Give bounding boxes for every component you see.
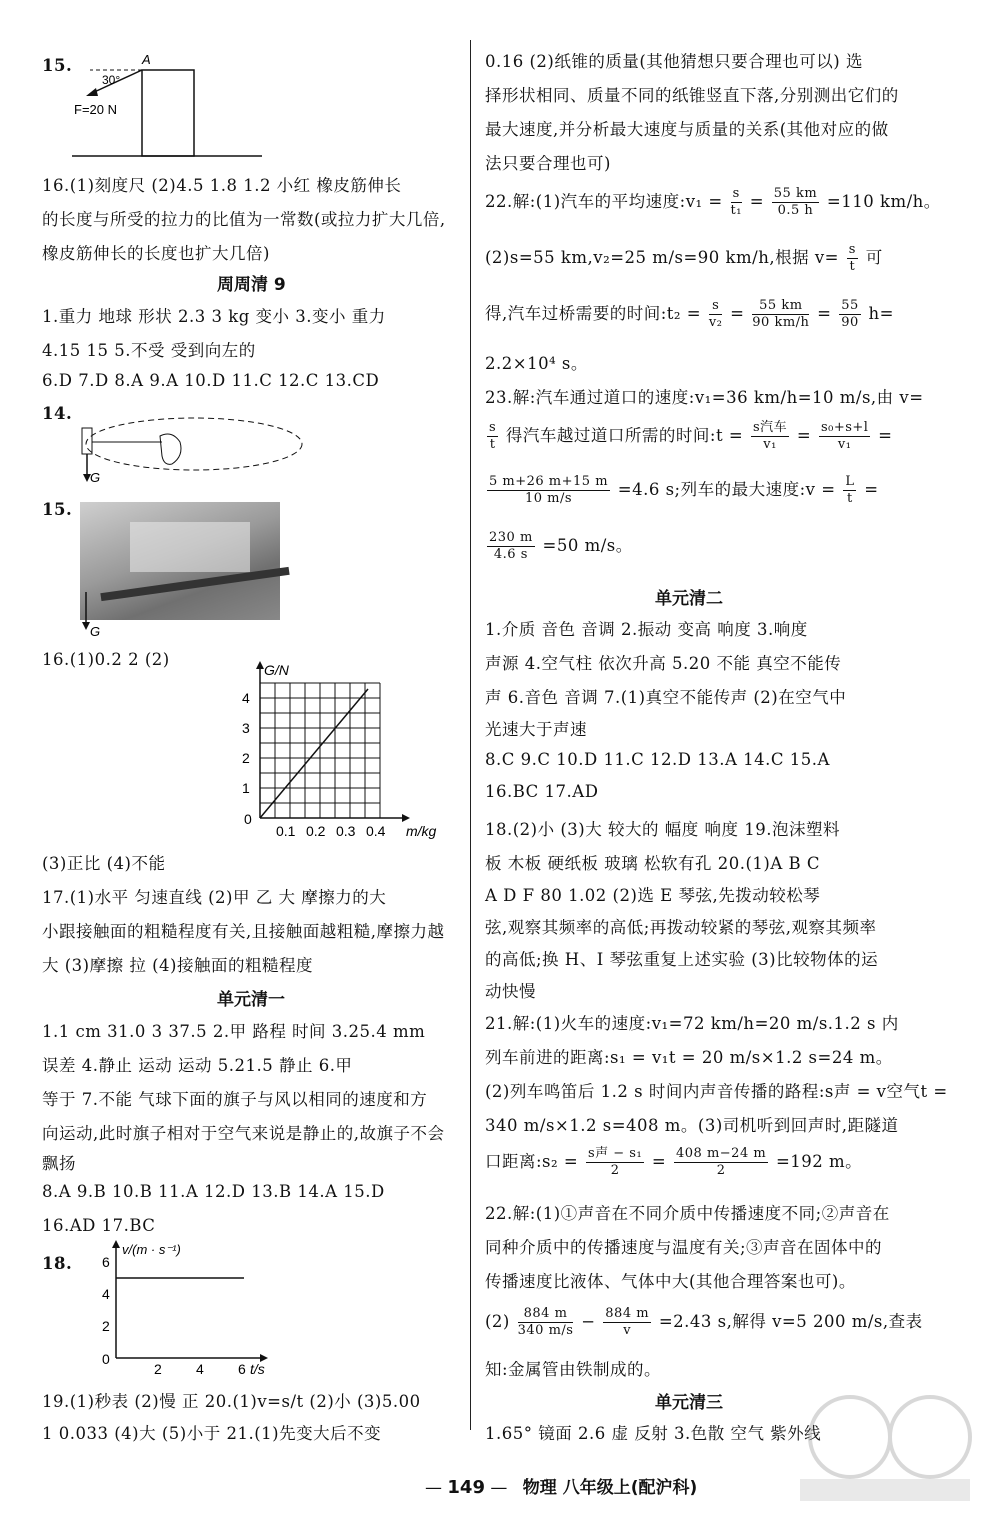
week9-title: 周周清 9 bbox=[217, 275, 286, 295]
q14-rotation-diagram bbox=[74, 412, 314, 488]
unit1-line-4: 向运动,此时旗子相对于空气来说是静止的,故旗子不会 bbox=[42, 1124, 445, 1143]
y-tick-label: 6 bbox=[102, 1254, 110, 1270]
unit2-line-8: 板 木板 硬纸板 玻璃 松软有孔 20.(1)A B C bbox=[485, 854, 820, 873]
x-tick-label: 2 bbox=[154, 1361, 162, 1377]
page-number: 149 bbox=[447, 1477, 485, 1498]
top-line-3: 最大速度,并分析最大速度与质量的关系(其他对应的做 bbox=[485, 120, 889, 139]
unit2-line-10: 弦,观察其频率的高低;再拨动较紧的琴弦,观察其频率 bbox=[485, 918, 877, 937]
q23-line-1: 23.解:汽车通过道口的速度:v₁=36 km/h=10 m/s,由 v= bbox=[485, 388, 924, 407]
q15b-g-label: G bbox=[90, 624, 101, 639]
q15b-number: 15. bbox=[42, 500, 73, 519]
unit2-line-11: 的高低;换 H、I 琴弦重复上述实验 (3)比较物体的运 bbox=[485, 950, 879, 969]
q23-line-2: $\frac{s}{t}$ 得汽车越过道口所需的时间:t = $\frac{\text{s汽车}}{\text{v₁}}$ = $\frac{\text{s₀+s+l}}{\text{v₁}}$ = bbox=[489, 420, 893, 452]
unit1-line-7: 16.AD 17.BC bbox=[42, 1216, 156, 1235]
q16-line-2: 的长度与所受的拉力的比值为一常数(或拉力扩大几倍, bbox=[42, 210, 446, 229]
origin-label: 0 bbox=[244, 811, 252, 827]
x-tick-label: 6 bbox=[238, 1361, 246, 1377]
q22b-line-5: 知:金属管由铁制成的。 bbox=[485, 1360, 662, 1379]
watermark-logo bbox=[790, 1387, 980, 1507]
top-line-4: 法只要合理也可) bbox=[485, 154, 611, 173]
x-tick-label: 0.3 bbox=[336, 823, 356, 839]
angle-label: 30° bbox=[102, 73, 121, 87]
q16-line-1: 16.(1)刻度尺 (2)4.5 1.8 1.2 小红 橡皮筋伸长 bbox=[42, 176, 402, 195]
q21-last-line: 口距离:s₂ = $\frac{\text{s声 − s₁}}{2}$ = $\frac{408 m-24 m}{2}$ =192 m。 bbox=[485, 1146, 863, 1178]
q23-line-4: $\frac{230 m}{4.6 s}$ =50 m/s。 bbox=[489, 530, 633, 562]
q22b-line-1: 22.解:(1)①声音在不同介质中传播速度不同;②声音在 bbox=[485, 1204, 890, 1223]
q22b-line-4: (2) $\frac{884 m}{340 m/s}$ − $\frac{884 m}{v}$ =2.43 s,解得 v=5 200 m/s,查表 bbox=[485, 1306, 923, 1338]
gravity-mass-graph bbox=[192, 648, 437, 839]
y-axis-arrow bbox=[112, 1240, 120, 1248]
column-divider bbox=[470, 40, 471, 1430]
y-axis-label: G/N bbox=[264, 662, 289, 678]
week9-line-2: 4.15 15 5.不受 受到向左的 bbox=[42, 341, 256, 360]
x-tick-label: 0.1 bbox=[276, 823, 296, 839]
y-tick-label: 1 bbox=[242, 780, 250, 796]
unit2-line-2: 声源 4.空气柱 依次升高 5.20 不能 真空不能传 bbox=[485, 654, 842, 673]
page-footer: — 149 — 物理 八年级上(配沪科) bbox=[425, 1477, 698, 1498]
unit2-line-1: 1.介质 音色 音调 2.振动 变高 响度 3.响度 bbox=[485, 620, 808, 639]
unit1-line-2: 误差 4.静止 运动 运动 5.21.5 静止 6.甲 bbox=[42, 1056, 353, 1075]
q22-line-2: (2)s=55 km,v₂=25 m/s=90 km/h,根据 v= $\frac{s}{t}$ 可 bbox=[485, 242, 883, 274]
q16b-after: (3)正比 (4)不能 bbox=[42, 854, 166, 873]
q14-g-label: G bbox=[90, 470, 101, 485]
x-tick-label: 0.2 bbox=[306, 823, 326, 839]
unit2-line-4: 光速大于声速 bbox=[485, 720, 587, 739]
unit2-line-5: 8.C 9.C 10.D 11.C 12.D 13.A 14.C 15.A bbox=[485, 750, 830, 769]
q15-number: 15. bbox=[42, 56, 73, 75]
x-tick-label: 0.4 bbox=[366, 823, 386, 839]
unit1-line-6: 8.A 9.B 10.B 11.A 12.D 13.B 14.A 15.D bbox=[42, 1182, 385, 1201]
q18-number: 18. bbox=[42, 1254, 73, 1273]
x-axis-arrow bbox=[402, 814, 410, 822]
unit2-line-12: 动快慢 bbox=[485, 982, 536, 1001]
x-axis-label: m/kg bbox=[406, 823, 437, 839]
unit1-line-1: 1.1 cm 31.0 3 37.5 2.甲 路程 时间 3.25.4 mm bbox=[42, 1022, 426, 1041]
unit2-line-7: 18.(2)小 (3)大 较大的 幅度 响度 19.泡沫塑料 bbox=[485, 820, 840, 839]
q14-number: 14. bbox=[42, 404, 73, 423]
y-axis-label: v/(m · s⁻¹) bbox=[122, 1242, 181, 1257]
y-tick-label: 3 bbox=[242, 720, 250, 736]
y-tick-label: 2 bbox=[242, 750, 250, 766]
q22-line-3: 得,汽车过桥需要的时间:t₂ = $\frac{s}{\text{v₂}}$ = $\frac{55 km}{90 km/h}$ = $\frac{55}{90}$ h= bbox=[485, 298, 894, 330]
unit2-line-9: A D F 80 1.02 (2)选 E 琴弦,先拨动较松琴 bbox=[485, 886, 821, 905]
week9-line-1: 1.重力 地球 形状 2.3 3 kg 变小 3.变小 重力 bbox=[42, 307, 386, 326]
unit2-line-13: 21.解:(1)火车的速度:v₁=72 km/h=20 m/s.1.2 s 内 bbox=[485, 1014, 899, 1033]
q17-line-2: 小跟接触面的粗糙程度有关,且接触面越粗糙,摩擦力越 bbox=[42, 922, 445, 941]
unit2-line-16: 340 m/s×1.2 s=408 m。(3)司机听到回声时,距隧道 bbox=[485, 1116, 899, 1135]
q16b-prefix: 16.(1)0.2 2 (2) bbox=[42, 650, 170, 669]
unit1-title: 单元清一 bbox=[217, 990, 285, 1010]
q15-force-diagram bbox=[72, 52, 272, 160]
unit2-line-6: 16.BC 17.AD bbox=[485, 782, 599, 801]
y-tick-label: 4 bbox=[242, 690, 250, 706]
unit1-line-5: 飘扬 bbox=[42, 1154, 76, 1173]
y-tick-label: 2 bbox=[102, 1318, 110, 1334]
unit2-line-3: 声 6.音色 音调 7.(1)真空不能传声 (2)在空气中 bbox=[485, 688, 847, 707]
q22-line-1: 22.解:(1)汽车的平均速度:v₁ = $\frac{s}{\text{t₁}}$ = $\frac{55 km}{0.5 h}$ =110 km/h。 bbox=[485, 186, 941, 218]
footer-subject: 物理 八年级上(配沪科) bbox=[522, 1478, 698, 1498]
week9-line-3: 6.D 7.D 8.A 9.A 10.D 11.C 12.C 13.CD bbox=[42, 371, 380, 390]
unit3-line-1: 1.65° 镜面 2.6 虚 反射 3.色散 空气 紫外线 bbox=[485, 1424, 822, 1443]
top-line-2: 择形状相同、质量不同的纸锥竖直下落,分别测出它们的 bbox=[485, 86, 899, 105]
unit1-line-3: 等于 7.不能 气球下面的旗子与风以相同的速度和方 bbox=[42, 1090, 428, 1109]
unit2-line-15: (2)列车鸣笛后 1.2 s 时间内声音传播的路程:s声 = v空气t = bbox=[485, 1082, 948, 1101]
unit3-title: 单元清三 bbox=[655, 1393, 723, 1413]
q17-line-1: 17.(1)水平 匀速直线 (2)甲 乙 大 摩擦力的大 bbox=[42, 888, 387, 907]
y-axis-arrow bbox=[256, 661, 264, 669]
q15b-gravity-arrow bbox=[78, 590, 118, 640]
q16-line-3: 橡皮筋伸长的长度也扩大几倍) bbox=[42, 244, 270, 263]
unit2-title: 单元清二 bbox=[655, 589, 723, 609]
force-label: F=20 N bbox=[74, 102, 117, 117]
origin-label: 0 bbox=[102, 1351, 110, 1367]
proportional-line bbox=[260, 689, 368, 818]
tail-line-1: 19.(1)秒表 (2)慢 正 20.(1)v=s/t (2)小 (3)5.00 bbox=[42, 1392, 421, 1411]
q22-line-4: 2.2×10⁴ s。 bbox=[485, 354, 588, 373]
q23-line-3: $\frac{5 m+26 m+15 m}{10 m/s}$ =4.6 s;列车的最大速度:v = $\frac{L}{t}$ = bbox=[489, 474, 879, 506]
x-axis-label: t/s bbox=[250, 1361, 265, 1377]
q22b-line-3: 传播速度比液体、气体中大(其他合理答案也可)。 bbox=[485, 1272, 856, 1291]
tail-line-2: 1 0.033 (4)大 (5)小于 21.(1)先变大后不变 bbox=[42, 1424, 382, 1443]
y-tick-label: 4 bbox=[102, 1286, 110, 1302]
unit2-line-14: 列车前进的距离:s₁ = v₁t = 20 m/s×1.2 s=24 m。 bbox=[485, 1048, 893, 1067]
q22b-line-2: 同种介质中的传播速度与温度有关;③声音在固体中的 bbox=[485, 1238, 883, 1257]
point-a-label: A bbox=[142, 52, 151, 67]
x-tick-label: 4 bbox=[196, 1361, 204, 1377]
velocity-time-graph bbox=[74, 1240, 294, 1376]
q17-line-3: 大 (3)摩擦 拉 (4)接触面的粗糙程度 bbox=[42, 956, 313, 975]
top-line-1: 0.16 (2)纸锥的质量(其他猜想只要合理也可以) 选 bbox=[485, 52, 863, 71]
